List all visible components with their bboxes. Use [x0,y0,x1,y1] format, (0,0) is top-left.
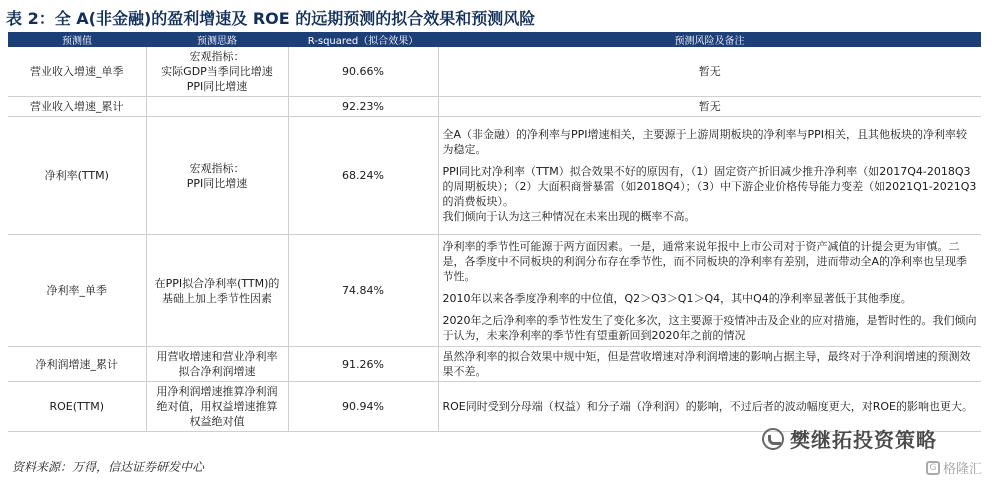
note-paragraph: 暂无 [698,65,721,78]
cell-r2: 90.94% [288,382,438,432]
note-paragraph: PPI同比对净利率（TTM）拟合效果不好的原因有，（1）固定资产折旧减少推升净利率（如2017Q4-2018Q3的周期板块）；（2）大面积商誉暴雷（如2018Q4）；（3）中下游企业价格传导能力变差（如2021Q1-2021Q3的消费板块）。 我们倾向于认为这三种情况在未来出现的概率不高。 [442,165,977,223]
header-method: 预测思路 [146,32,288,47]
cell-notes [438,117,981,235]
table-row [8,117,981,235]
cell-value: 净利润增速_累计 [8,347,146,382]
note-paragraph: 暂无 [698,100,721,113]
note-paragraph: 虽然净利率的拟合效果中规中矩，但是营收增速对净利润增速的影响占据主导，最终对于净利润增速的预测效果不差。 [442,350,971,378]
source-note: 资料来源：万得，信达证券研发中心 [12,460,205,474]
note-paragraph: 净利率的季节性可能源于两方面因素。一是，通常来说年报中上市公司对于资产减值的计提会更为审慎。二是，各季度中不同板块的利润分布存在季节性，而不同板块的净利率有差别，进而带动全A的净利率也呈现季节性。 [442,239,968,283]
cell-notes [438,347,981,382]
cell-value: 净利率_单季 [8,235,146,347]
header-r2: R-squared（拟合效果） [288,32,438,47]
cell-r2: 90.66% [288,47,438,97]
cell-r2: 91.26% [288,347,438,382]
cell-notes [438,97,981,117]
note-paragraph: ROE同时受到分母端（权益）和分子端（净利润）的影响，不过后者的波动幅度更大，对ROE的影响也更大。 [442,400,973,413]
cell-notes [438,47,981,97]
cell-r2: 92.23% [288,97,438,117]
cell-r2: 68.24% [288,117,438,235]
table-row [8,235,981,347]
gelonghui-logo-icon: G [926,461,940,475]
watermark2-text: 格隆汇 [942,462,982,477]
cell-r2: 74.84% [288,235,438,347]
note-paragraph: 2020年之后净利率的季节性发生了变化多次，这主要源于疫情冲击及企业的应对措施，是暂时性的。我们倾向于认为，未来净利率的季节性有望重新回到2020年之前的情况 [442,313,977,342]
header-notes: 预测风险及备注 [438,32,981,47]
header-value: 预测值 [8,32,146,47]
cell-method: 用净利润增速推算净利润 绝对值，用权益增速推算 权益绝对值 [146,382,288,432]
cell-method: 宏观指标： PPI同比增速 [146,117,288,235]
table-row [8,347,981,382]
forecast-table [8,32,981,432]
table-header-row [8,32,981,47]
cell-method [146,97,288,117]
cell-value: 营业收入增速_累计 [8,97,146,117]
cell-value: ROE(TTM) [8,382,146,432]
table-row [8,47,981,97]
cell-method: 在PPI拟合净利率(TTM)的 基础上加上季节性因素 [146,235,288,347]
note-paragraph: 全A（非金融）的净利率与PPI增速相关，主要源于上游周期板块的净利率与PPI相关，且其他板块的净利率较为稳定。 [442,128,968,156]
cell-method: 宏观指标： 实际GDP当季同比增速 PPI同比增速 [146,47,288,97]
watermark [762,424,937,453]
cell-value: 净利率(TTM) [8,117,146,235]
cell-value: 营业收入增速_单季 [8,47,146,97]
watermark-gelonghui [926,458,982,477]
table-title: 表 2：全 A(非金融)的盈利增速及 ROE 的远期预测的拟合效果和预测风险 [6,9,536,28]
watermark-text: 樊继拓投资策略 [790,428,937,452]
note-paragraph: 2010年以来各季度净利率的中位值，Q2＞Q3＞Q1＞Q4，其中Q4的净利率显著低于其他季度。 [442,291,912,305]
wechat-logo-icon [762,428,784,450]
cell-method: 用营收增速和营业净利率 拟合净利润增速 [146,347,288,382]
cell-notes [438,235,981,347]
table-row [8,97,981,117]
